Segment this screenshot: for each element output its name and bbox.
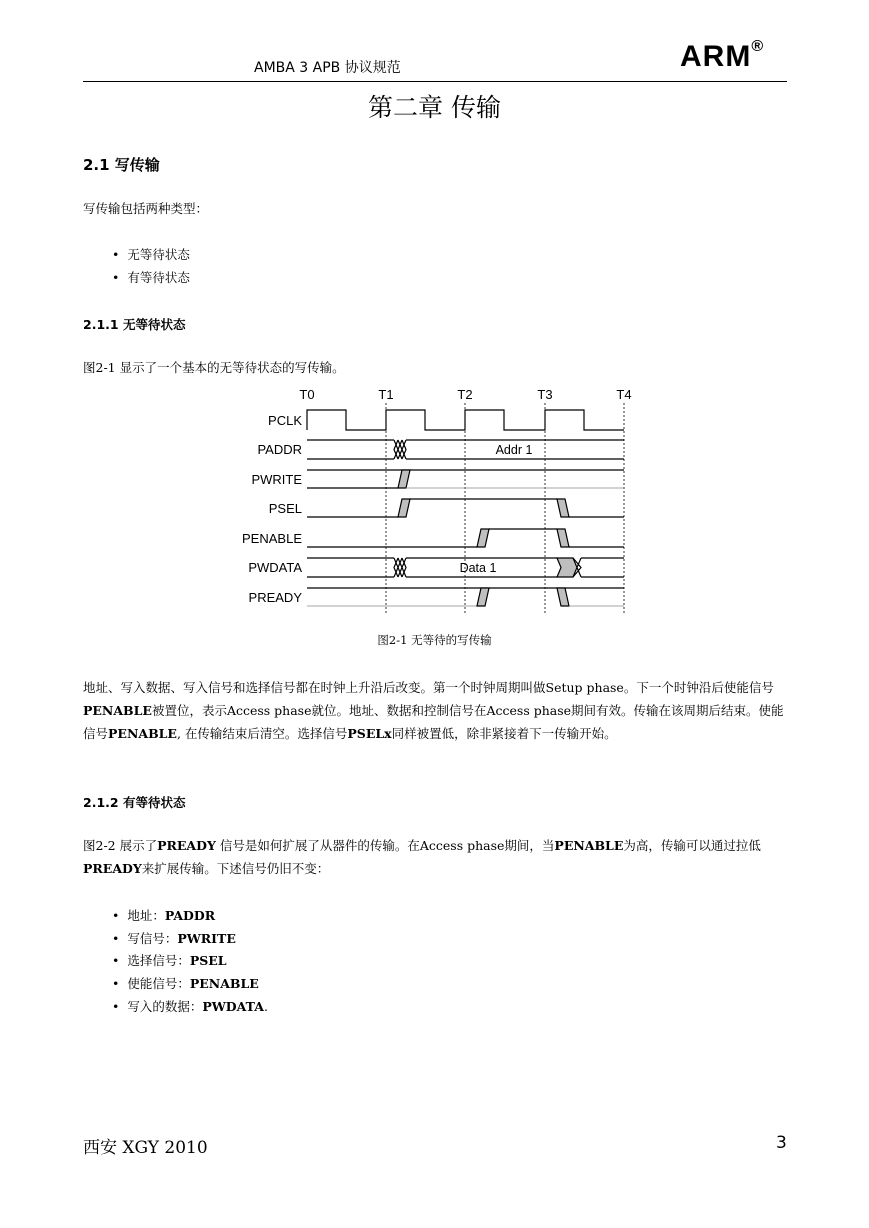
subsection-2-paragraph: [83, 834, 787, 880]
paragraph-text: 为高，传输可以通过拉低: [623, 838, 761, 853]
psel-waveform: [307, 499, 624, 517]
list-item: • 选择信号：PSEL: [112, 953, 227, 968]
page-number: 3: [776, 1133, 787, 1153]
signal-label-pwrite: PWRITE: [251, 472, 302, 487]
arm-logo-text: ARM: [680, 40, 752, 73]
subsection-heading-2: 2.1.2 有等待状态: [83, 795, 186, 810]
addr-label: Addr 1: [495, 443, 533, 457]
paragraph-text: 来扩展传输。下述信号仍旧不变：: [141, 861, 330, 876]
paragraph-text: , 在传输结束后清空。选择信号: [176, 726, 348, 741]
registered-mark: ®: [751, 38, 765, 55]
signal-name-bold: PENABLE: [554, 838, 624, 853]
list-item: • 写信号：PWRITE: [112, 931, 236, 946]
penable-waveform: [307, 529, 624, 547]
pclk-waveform: [307, 410, 624, 430]
list-item-label: 写信号：: [127, 931, 178, 946]
paragraph-text: 同样被置低，除非紧接着下一传输开始。: [391, 726, 617, 741]
subsection-1-paragraph: [83, 676, 787, 745]
list-item-suffix: .: [263, 999, 268, 1014]
time-label: T4: [616, 387, 632, 402]
list-item: • 地址：PADDR: [112, 908, 216, 923]
section-intro: 写传输包括两种类型：: [83, 201, 209, 216]
list-item-value: PWRITE: [177, 931, 236, 946]
subsection-1-intro: 图2-1 显示了一个基本的无等待状态的写传输。: [83, 360, 345, 375]
list-item-label: 使能信号：: [127, 976, 190, 991]
list-item: • 有等待状态: [112, 270, 190, 285]
list-item: • 无等待状态: [112, 247, 190, 262]
paragraph-text: 图2-2 展示了: [83, 838, 158, 853]
signal-label-pready: PREADY: [248, 590, 302, 605]
signal-label-pclk: PCLK: [268, 413, 302, 428]
data-label: Data 1: [459, 561, 497, 575]
list-item-text: 有等待状态: [127, 270, 190, 285]
subsection-heading-1: 2.1.1 无等待状态: [83, 317, 186, 332]
pwrite-waveform: [307, 470, 624, 488]
signal-name-bold: PENABLE: [83, 703, 152, 718]
signal-name-bold: PREADY: [83, 861, 142, 876]
chapter-title: 第二章 传输: [368, 93, 501, 122]
list-item: • 使能信号：PENABLE: [112, 976, 259, 991]
list-item-label: 选择信号：: [127, 953, 190, 968]
list-item-value: PWDATA: [202, 999, 264, 1014]
signal-name-bold: PENABLE: [108, 726, 177, 741]
paddr-waveform: [307, 440, 624, 459]
paragraph-text: 地址、写入数据、写入信号和选择信号都在时钟上升沿后改变。第一个时钟周期叫做Setup phase。下一个时钟沿后使能信号: [83, 680, 774, 695]
signal-name-bold: PSELx: [347, 726, 392, 741]
list-item-text: 无等待状态: [127, 247, 190, 262]
list-item-label: 写入的数据：: [127, 999, 203, 1014]
signal-name-bold: PREADY: [157, 838, 216, 853]
list-item-label: 地址：: [127, 908, 165, 923]
time-label: T1: [378, 387, 394, 402]
signal-label-penable: PENABLE: [242, 531, 302, 546]
signal-label-pwdata: PWDATA: [248, 560, 302, 575]
signal-label-paddr: PADDR: [257, 442, 302, 457]
footer-left: 西安 XGY 2010: [83, 1138, 208, 1158]
list-item-value: PADDR: [164, 908, 216, 923]
header-title: AMBA 3 APB 协议规范: [254, 60, 401, 76]
list-item-value: PSEL: [189, 953, 227, 968]
figure-caption: 图2-1 无等待的写传输: [377, 633, 492, 647]
time-label: T3: [537, 387, 553, 402]
pready-waveform: [307, 588, 624, 606]
list-item: • 写入的数据：PWDATA.: [112, 999, 268, 1014]
list-item-value: PENABLE: [189, 976, 259, 991]
time-label: T2: [457, 387, 473, 402]
time-label: T0: [299, 387, 315, 402]
section-heading: 2.1 写传输: [83, 156, 160, 174]
signal-label-psel: PSEL: [268, 501, 302, 516]
paragraph-text: 被置位，表示Access phase就位。地址、数据和控制信号在Access phase期间有效。传输在该周期后结束。使能信号: [83, 703, 784, 741]
paragraph-text: 信号是如何扩展了从器件的传输。在Access phase期间，当: [215, 838, 555, 853]
